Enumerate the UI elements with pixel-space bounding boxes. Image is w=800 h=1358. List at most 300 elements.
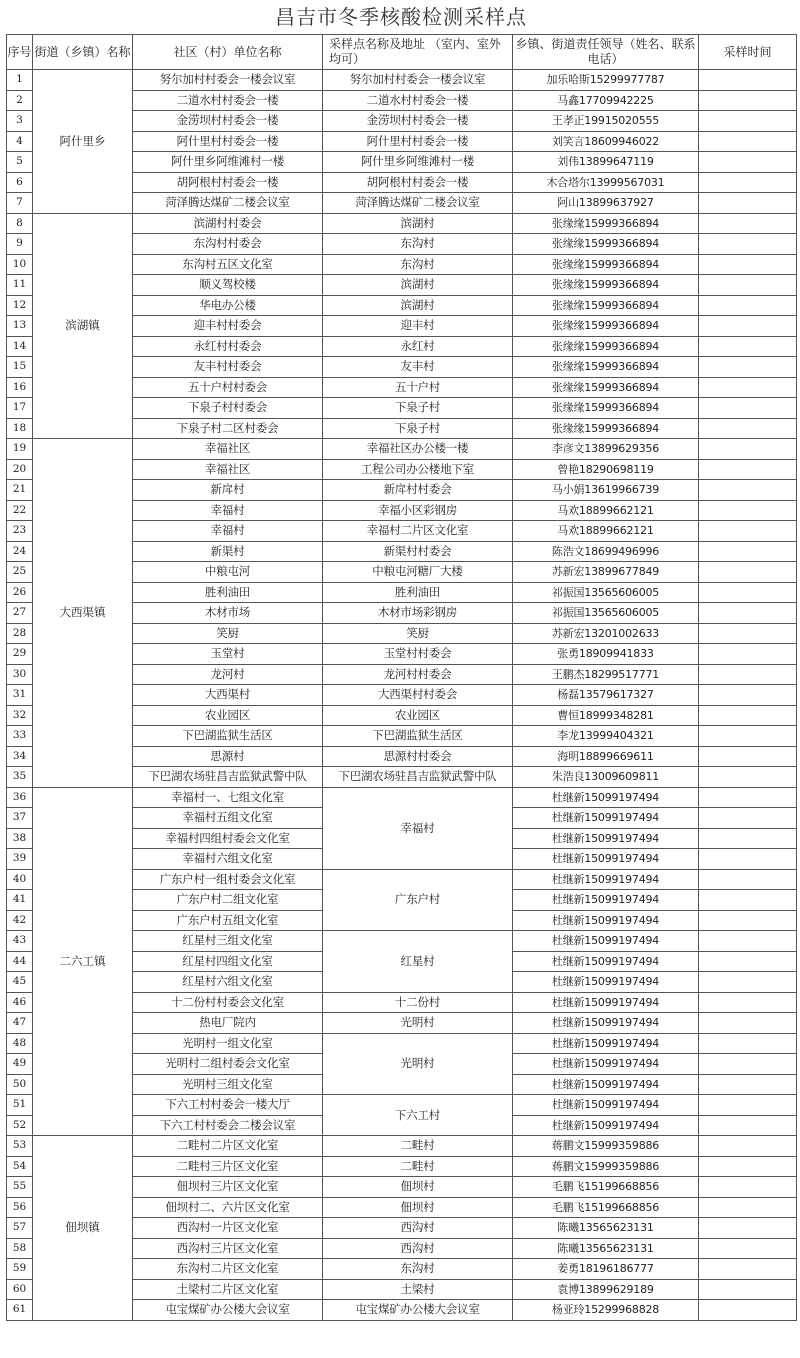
row-site: 光明村 (323, 1013, 513, 1034)
row-sampling-time (699, 1013, 797, 1034)
row-community: 下泉子村村委会 (133, 398, 323, 419)
row-sampling-time (699, 1115, 797, 1136)
row-seq: 52 (7, 1115, 33, 1136)
row-leader-contact: 姜勇18196186777 (513, 1259, 699, 1280)
row-community: 广东户村二组文化室 (133, 890, 323, 911)
row-leader-contact: 朱浩良13009609811 (513, 767, 699, 788)
row-site: 龙河村村委会 (323, 664, 513, 685)
row-site: 西沟村 (323, 1238, 513, 1259)
row-seq: 14 (7, 336, 33, 357)
row-sampling-time (699, 1259, 797, 1280)
row-sampling-time (699, 90, 797, 111)
row-leader-contact: 曾艳18290698119 (513, 459, 699, 480)
header-community: 社区（村）单位名称 (133, 35, 323, 70)
row-seq: 23 (7, 521, 33, 542)
row-seq: 46 (7, 992, 33, 1013)
row-community: 广东户村一组村委会文化室 (133, 869, 323, 890)
row-community: 新渠村 (133, 541, 323, 562)
row-site: 滨湖村 (323, 213, 513, 234)
row-community: 光明村一组文化室 (133, 1033, 323, 1054)
row-site: 幸福小区彩钢房 (323, 500, 513, 521)
row-sampling-time (699, 992, 797, 1013)
row-sampling-time (699, 459, 797, 480)
row-seq: 22 (7, 500, 33, 521)
row-sampling-time (699, 746, 797, 767)
row-sampling-time (699, 890, 797, 911)
row-community: 佃坝村二、六片区文化室 (133, 1197, 323, 1218)
row-sampling-time (699, 644, 797, 665)
row-seq: 43 (7, 931, 33, 952)
row-community: 幸福村四组村委会文化室 (133, 828, 323, 849)
row-leader-contact: 马欢18899662121 (513, 500, 699, 521)
row-sampling-time (699, 1054, 797, 1075)
row-site: 土梁村 (323, 1279, 513, 1300)
row-seq: 51 (7, 1095, 33, 1116)
row-leader-contact: 杜继新15099197494 (513, 931, 699, 952)
row-community: 迎丰村村委会 (133, 316, 323, 337)
row-site: 下六工村 (323, 1095, 513, 1136)
row-leader-contact: 陈曦13565623131 (513, 1238, 699, 1259)
row-sampling-time (699, 480, 797, 501)
row-sampling-time (699, 70, 797, 91)
row-leader-contact: 海明18899669611 (513, 746, 699, 767)
row-site: 光明村 (323, 1033, 513, 1095)
row-seq: 48 (7, 1033, 33, 1054)
row-community: 红星村三组文化室 (133, 931, 323, 952)
row-site: 东沟村 (323, 254, 513, 275)
row-leader-contact: 苏新宏13201002633 (513, 623, 699, 644)
row-leader-contact: 张缘缘15999366894 (513, 295, 699, 316)
row-site: 佃坝村 (323, 1177, 513, 1198)
row-sampling-time (699, 1197, 797, 1218)
row-leader-contact: 杨磊13579617327 (513, 685, 699, 706)
document-title: 昌吉市冬季核酸检测采样点 (275, 5, 527, 29)
row-site: 木材市场彩钢房 (323, 603, 513, 624)
row-seq: 8 (7, 213, 33, 234)
row-leader-contact: 杜继新15099197494 (513, 849, 699, 870)
row-sampling-time (699, 193, 797, 214)
row-sampling-time (699, 541, 797, 562)
row-community: 西沟村一片区文化室 (133, 1218, 323, 1239)
row-leader-contact: 张缘缘15999366894 (513, 336, 699, 357)
row-seq: 60 (7, 1279, 33, 1300)
row-seq: 26 (7, 582, 33, 603)
row-seq: 18 (7, 418, 33, 439)
row-sampling-time (699, 295, 797, 316)
row-site: 东沟村 (323, 1259, 513, 1280)
row-sampling-time (699, 828, 797, 849)
row-community: 下巴湖农场驻昌吉监狱武警中队 (133, 767, 323, 788)
row-leader-contact: 苏新宏13899677849 (513, 562, 699, 583)
row-sampling-time (699, 1033, 797, 1054)
table-row (7, 439, 797, 460)
row-seq: 17 (7, 398, 33, 419)
row-community: 幸福社区 (133, 439, 323, 460)
row-seq: 25 (7, 562, 33, 583)
row-sampling-time (699, 377, 797, 398)
row-site: 下泉子村 (323, 398, 513, 419)
row-site: 西沟村 (323, 1218, 513, 1239)
table-row (7, 213, 797, 234)
row-sampling-time (699, 336, 797, 357)
row-leader-contact: 蒋鹏文15999359886 (513, 1156, 699, 1177)
table-row (7, 70, 797, 91)
row-seq: 11 (7, 275, 33, 296)
row-sampling-time (699, 972, 797, 993)
row-street: 大西渠镇 (33, 439, 133, 788)
row-leader-contact: 木合塔尔13999567031 (513, 172, 699, 193)
row-community: 东沟村二片区文化室 (133, 1259, 323, 1280)
row-community: 中粮屯河 (133, 562, 323, 583)
row-site: 二道水村村委会一楼 (323, 90, 513, 111)
row-community: 红星村四组文化室 (133, 951, 323, 972)
row-seq: 16 (7, 377, 33, 398)
row-sampling-time (699, 418, 797, 439)
row-sampling-time (699, 357, 797, 378)
row-seq: 27 (7, 603, 33, 624)
row-community: 农业园区 (133, 705, 323, 726)
row-sampling-time (699, 111, 797, 132)
row-community: 下六工村村委会二楼会议室 (133, 1115, 323, 1136)
row-community: 下巴湖监狱生活区 (133, 726, 323, 747)
row-community: 新戽村 (133, 480, 323, 501)
row-leader-contact: 张缘缘15999366894 (513, 398, 699, 419)
row-seq: 42 (7, 910, 33, 931)
row-sampling-time (699, 213, 797, 234)
row-community: 二道水村村委会一楼 (133, 90, 323, 111)
row-community: 东沟村五区文化室 (133, 254, 323, 275)
row-community: 佃坝村三片区文化室 (133, 1177, 323, 1198)
row-site: 下泉子村 (323, 418, 513, 439)
row-sampling-time (699, 931, 797, 952)
row-sampling-time (699, 664, 797, 685)
row-sampling-time (699, 131, 797, 152)
row-seq: 7 (7, 193, 33, 214)
row-sampling-time (699, 869, 797, 890)
row-community: 胜利油田 (133, 582, 323, 603)
row-leader-contact: 杜继新15099197494 (513, 972, 699, 993)
row-site: 二畦村 (323, 1136, 513, 1157)
row-community: 金涝坝村村委会一楼 (133, 111, 323, 132)
row-community: 热电厂院内 (133, 1013, 323, 1034)
row-site: 中粮屯河糖厂大楼 (323, 562, 513, 583)
row-sampling-time (699, 685, 797, 706)
row-community: 大西渠村 (133, 685, 323, 706)
row-community: 幸福村 (133, 500, 323, 521)
row-leader-contact: 张缘缘15999366894 (513, 234, 699, 255)
row-sampling-time (699, 1300, 797, 1321)
row-site: 滨湖村 (323, 275, 513, 296)
row-leader-contact: 张缘缘15999366894 (513, 357, 699, 378)
row-community: 永红村村委会 (133, 336, 323, 357)
row-seq: 55 (7, 1177, 33, 1198)
row-sampling-time (699, 1156, 797, 1177)
row-seq: 28 (7, 623, 33, 644)
row-sampling-time (699, 582, 797, 603)
row-leader-contact: 张缘缘15999366894 (513, 213, 699, 234)
row-site: 新渠村村委会 (323, 541, 513, 562)
header-seq: 序号 (7, 35, 33, 70)
row-leader-contact: 杜继新15099197494 (513, 1115, 699, 1136)
table-body (7, 70, 797, 1321)
row-sampling-time (699, 500, 797, 521)
row-seq: 9 (7, 234, 33, 255)
row-sampling-time (699, 439, 797, 460)
row-leader-contact: 陈曦13565623131 (513, 1218, 699, 1239)
row-site: 下巴湖农场驻昌吉监狱武警中队 (323, 767, 513, 788)
row-leader-contact: 马欢18899662121 (513, 521, 699, 542)
row-leader-contact: 袁博13899629189 (513, 1279, 699, 1300)
row-community: 友丰村村委会 (133, 357, 323, 378)
row-leader-contact: 陈浩文18699496996 (513, 541, 699, 562)
row-community: 华电办公楼 (133, 295, 323, 316)
header-site: 采样点名称及地址 （室内、室外均可） (323, 35, 513, 70)
row-sampling-time (699, 705, 797, 726)
row-site: 屯宝煤矿办公楼大会议室 (323, 1300, 513, 1321)
row-seq: 6 (7, 172, 33, 193)
row-community: 胡阿根村村委会一楼 (133, 172, 323, 193)
row-community: 广东户村五组文化室 (133, 910, 323, 931)
row-leader-contact: 曹恒18999348281 (513, 705, 699, 726)
row-seq: 58 (7, 1238, 33, 1259)
row-community: 阿什里乡阿维滩村一楼 (133, 152, 323, 173)
row-sampling-time (699, 623, 797, 644)
row-leader-contact: 杜继新15099197494 (513, 787, 699, 808)
row-community: 东沟村村委会 (133, 234, 323, 255)
row-leader-contact: 刘伟13899647119 (513, 152, 699, 173)
row-leader-contact: 毛鹏飞15199668856 (513, 1177, 699, 1198)
row-seq: 53 (7, 1136, 33, 1157)
header-time: 采样时间 (699, 35, 797, 70)
row-sampling-time (699, 1074, 797, 1095)
row-site: 二畦村 (323, 1156, 513, 1177)
row-leader-contact: 祁振国13565606005 (513, 603, 699, 624)
row-seq: 4 (7, 131, 33, 152)
row-site: 阿什里村村委会一楼 (323, 131, 513, 152)
row-seq: 3 (7, 111, 33, 132)
row-community: 二畦村三片区文化室 (133, 1156, 323, 1177)
row-seq: 21 (7, 480, 33, 501)
row-seq: 19 (7, 439, 33, 460)
row-community: 龙河村 (133, 664, 323, 685)
row-seq: 15 (7, 357, 33, 378)
row-leader-contact: 李彦文13899629356 (513, 439, 699, 460)
row-community: 努尔加村村委会一楼会议室 (133, 70, 323, 91)
row-seq: 1 (7, 70, 33, 91)
row-site: 友丰村 (323, 357, 513, 378)
row-community: 幸福村六组文化室 (133, 849, 323, 870)
row-site: 大西渠村村委会 (323, 685, 513, 706)
row-sampling-time (699, 254, 797, 275)
document-page (6, 0, 796, 1321)
row-site: 努尔加村村委会一楼会议室 (323, 70, 513, 91)
row-community: 木材市场 (133, 603, 323, 624)
row-site: 东沟村 (323, 234, 513, 255)
row-sampling-time (699, 562, 797, 583)
row-community: 西沟村三片区文化室 (133, 1238, 323, 1259)
row-seq: 44 (7, 951, 33, 972)
row-community: 土梁村二片区文化室 (133, 1279, 323, 1300)
table-row (7, 1136, 797, 1157)
row-leader-contact: 李龙13999404321 (513, 726, 699, 747)
row-site: 下巴湖监狱生活区 (323, 726, 513, 747)
row-leader-contact: 杜继新15099197494 (513, 828, 699, 849)
row-leader-contact: 张缘缘15999366894 (513, 377, 699, 398)
row-leader-contact: 杜继新15099197494 (513, 951, 699, 972)
row-sampling-time (699, 726, 797, 747)
row-seq: 49 (7, 1054, 33, 1075)
row-street: 佃坝镇 (33, 1136, 133, 1321)
row-seq: 50 (7, 1074, 33, 1095)
row-site: 思源村村委会 (323, 746, 513, 767)
row-seq: 34 (7, 746, 33, 767)
table-row (7, 787, 797, 808)
row-site: 佃坝村 (323, 1197, 513, 1218)
row-street: 二六工镇 (33, 787, 133, 1136)
row-seq: 37 (7, 808, 33, 829)
row-site: 玉堂村村委会 (323, 644, 513, 665)
row-seq: 35 (7, 767, 33, 788)
row-leader-contact: 阿山13899637927 (513, 193, 699, 214)
row-site: 工程公司办公楼地下室 (323, 459, 513, 480)
row-leader-contact: 蒋鹏文15999359886 (513, 1136, 699, 1157)
row-seq: 31 (7, 685, 33, 706)
row-seq: 32 (7, 705, 33, 726)
row-community: 光明村三组文化室 (133, 1074, 323, 1095)
row-leader-contact: 毛鹏飞15199668856 (513, 1197, 699, 1218)
row-seq: 38 (7, 828, 33, 849)
row-site: 笑厨 (323, 623, 513, 644)
row-sampling-time (699, 1279, 797, 1300)
row-community: 顺义驾校楼 (133, 275, 323, 296)
row-site: 胜利油田 (323, 582, 513, 603)
row-leader-contact: 杜继新15099197494 (513, 1054, 699, 1075)
row-seq: 47 (7, 1013, 33, 1034)
row-sampling-time (699, 910, 797, 931)
row-street: 滨湖镇 (33, 213, 133, 439)
row-community: 下泉子村二区村委会 (133, 418, 323, 439)
row-sampling-time (699, 787, 797, 808)
row-site: 迎丰村 (323, 316, 513, 337)
row-seq: 24 (7, 541, 33, 562)
row-leader-contact: 杨亚玲15299968828 (513, 1300, 699, 1321)
row-site: 新戽村村委会 (323, 480, 513, 501)
row-seq: 54 (7, 1156, 33, 1177)
row-site: 十二份村 (323, 992, 513, 1013)
sampling-sites-table (6, 34, 797, 1321)
row-site: 金涝坝村村委会一楼 (323, 111, 513, 132)
row-community: 笑厨 (133, 623, 323, 644)
row-sampling-time (699, 172, 797, 193)
row-seq: 39 (7, 849, 33, 870)
row-site: 幸福村二片区文化室 (323, 521, 513, 542)
row-sampling-time (699, 1218, 797, 1239)
row-seq: 12 (7, 295, 33, 316)
row-sampling-time (699, 398, 797, 419)
row-leader-contact: 张缘缘15999366894 (513, 316, 699, 337)
row-leader-contact: 杜继新15099197494 (513, 869, 699, 890)
row-seq: 30 (7, 664, 33, 685)
row-leader-contact: 杜继新15099197494 (513, 1033, 699, 1054)
row-sampling-time (699, 152, 797, 173)
row-seq: 57 (7, 1218, 33, 1239)
row-leader-contact: 杜继新15099197494 (513, 1013, 699, 1034)
row-community: 玉堂村 (133, 644, 323, 665)
row-sampling-time (699, 603, 797, 624)
row-community: 幸福社区 (133, 459, 323, 480)
row-community: 十二份村村委会文化室 (133, 992, 323, 1013)
row-leader-contact: 马小娟13619966739 (513, 480, 699, 501)
row-seq: 41 (7, 890, 33, 911)
row-site: 五十户村 (323, 377, 513, 398)
row-leader-contact: 杜继新15099197494 (513, 992, 699, 1013)
header-leader: 乡镇、街道责任领导（姓名、联系电话） (513, 35, 699, 70)
row-leader-contact: 杜继新15099197494 (513, 808, 699, 829)
row-leader-contact: 马鑫17709942225 (513, 90, 699, 111)
row-site: 红星村 (323, 931, 513, 993)
row-community: 思源村 (133, 746, 323, 767)
row-community: 屯宝煤矿办公楼大会议室 (133, 1300, 323, 1321)
row-leader-contact: 王孝正19915020555 (513, 111, 699, 132)
row-seq: 36 (7, 787, 33, 808)
row-leader-contact: 刘笑言18609946022 (513, 131, 699, 152)
row-leader-contact: 张勇18909941833 (513, 644, 699, 665)
row-seq: 13 (7, 316, 33, 337)
row-community: 二畦村二片区文化室 (133, 1136, 323, 1157)
row-seq: 20 (7, 459, 33, 480)
row-seq: 59 (7, 1259, 33, 1280)
row-leader-contact: 杜继新15099197494 (513, 1074, 699, 1095)
row-community: 幸福村五组文化室 (133, 808, 323, 829)
row-site: 农业园区 (323, 705, 513, 726)
row-sampling-time (699, 234, 797, 255)
row-seq: 5 (7, 152, 33, 173)
row-street: 阿什里乡 (33, 70, 133, 214)
row-sampling-time (699, 521, 797, 542)
row-seq: 10 (7, 254, 33, 275)
row-site: 胡阿根村村委会一楼 (323, 172, 513, 193)
row-sampling-time (699, 1136, 797, 1157)
row-sampling-time (699, 275, 797, 296)
row-community: 幸福村一、七组文化室 (133, 787, 323, 808)
header-street: 街道（乡镇）名称 (33, 35, 133, 70)
row-community: 滨湖村村委会 (133, 213, 323, 234)
row-leader-contact: 张缘缘15999366894 (513, 275, 699, 296)
row-seq: 40 (7, 869, 33, 890)
row-community: 五十户村村委会 (133, 377, 323, 398)
row-community: 红星村六组文化室 (133, 972, 323, 993)
row-sampling-time (699, 1095, 797, 1116)
row-site: 广东户村 (323, 869, 513, 931)
row-sampling-time (699, 849, 797, 870)
row-leader-contact: 杜继新15099197494 (513, 1095, 699, 1116)
row-sampling-time (699, 1238, 797, 1259)
row-seq: 29 (7, 644, 33, 665)
row-leader-contact: 杜继新15099197494 (513, 910, 699, 931)
row-leader-contact: 张缘缘15999366894 (513, 254, 699, 275)
row-seq: 45 (7, 972, 33, 993)
row-sampling-time (699, 1177, 797, 1198)
row-sampling-time (699, 808, 797, 829)
row-community: 菏泽腾达煤矿二楼会议室 (133, 193, 323, 214)
row-site: 阿什里乡阿维滩村一楼 (323, 152, 513, 173)
row-leader-contact: 加乐哈斯15299977787 (513, 70, 699, 91)
row-site: 幸福村 (323, 787, 513, 869)
row-seq: 2 (7, 90, 33, 111)
row-community: 光明村二组村委会文化室 (133, 1054, 323, 1075)
row-leader-contact: 王鹏杰18299517771 (513, 664, 699, 685)
row-leader-contact: 杜继新15099197494 (513, 890, 699, 911)
